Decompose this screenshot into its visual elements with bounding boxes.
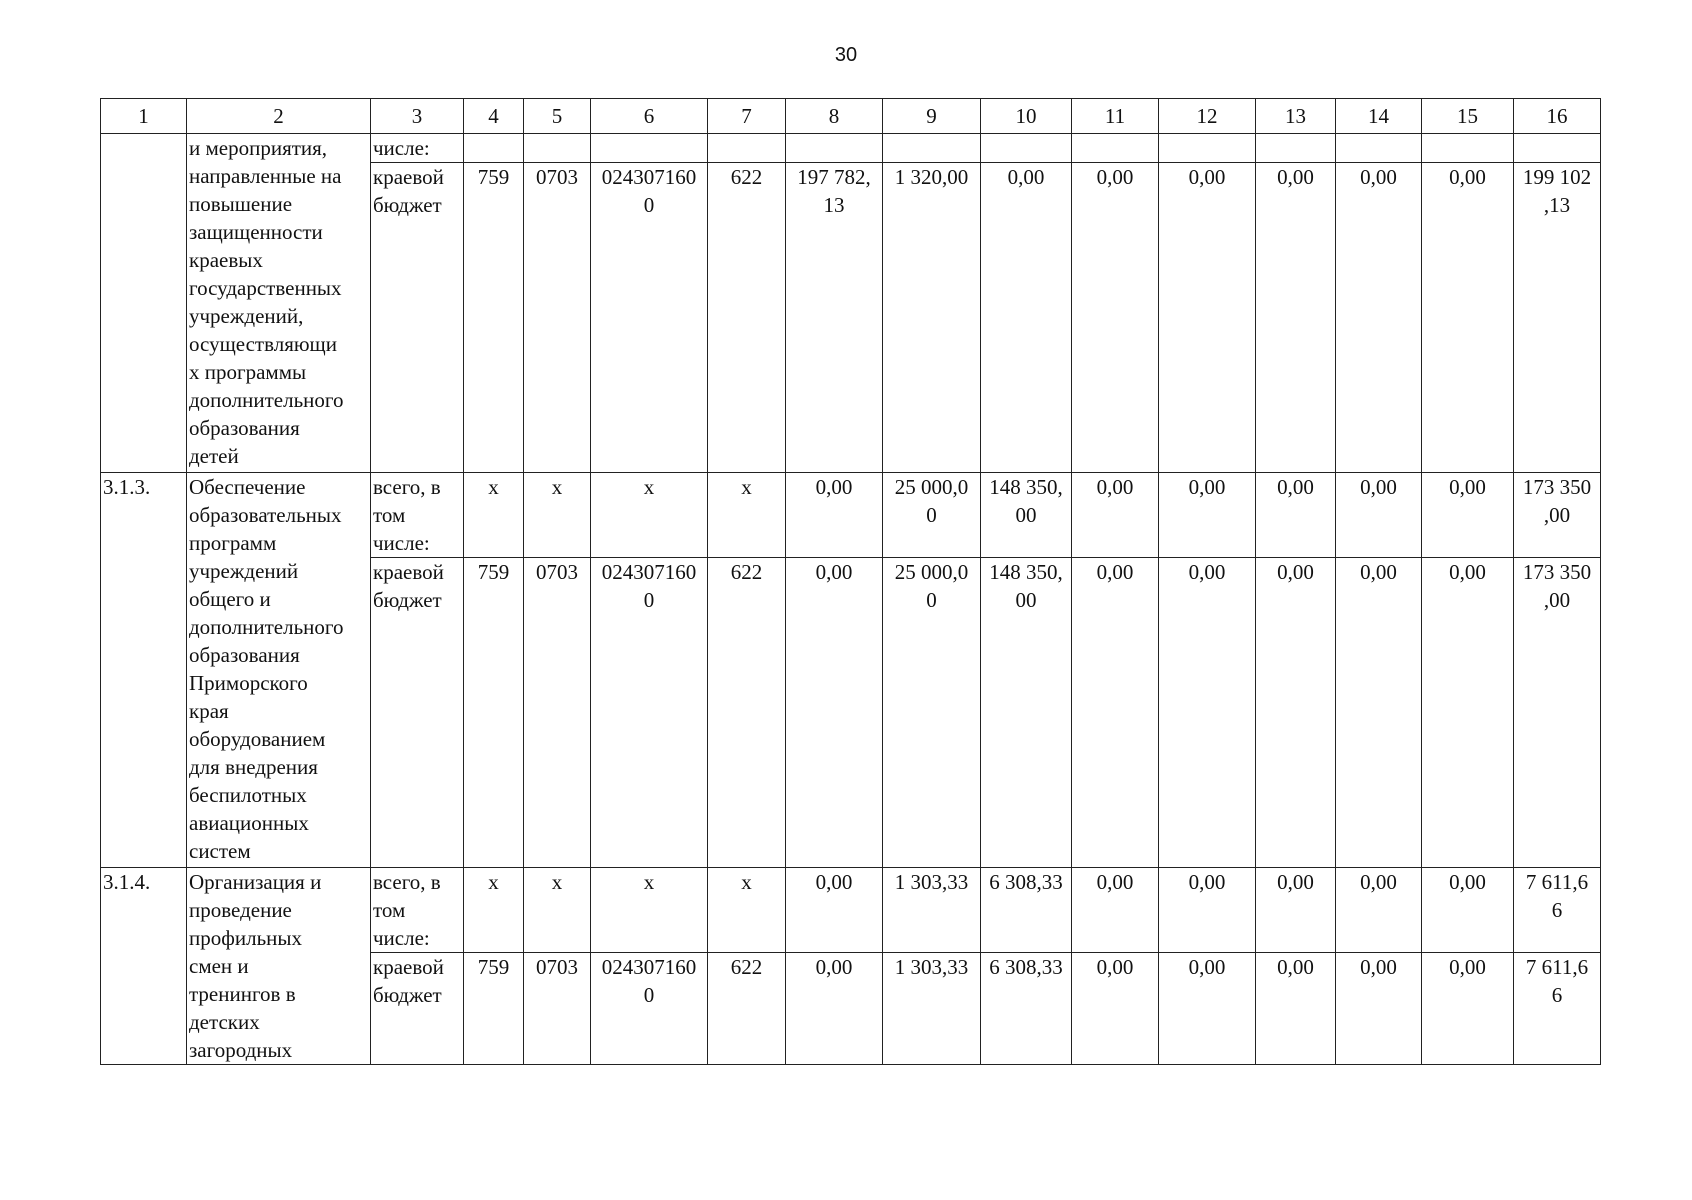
table-row — [101, 134, 1601, 163]
value-cell: 0,00 — [1256, 163, 1336, 473]
value-cell: 0,00 — [1336, 953, 1422, 1065]
value-cell: 0703 — [524, 163, 591, 473]
funding-label-cell: краевой бюджет — [371, 163, 464, 473]
column-header: 13 — [1256, 99, 1336, 134]
value-cell: 6 308,33 — [981, 868, 1072, 953]
value-cell: 0,00 — [1422, 558, 1514, 868]
item-number-cell — [101, 134, 187, 473]
value-cell: 759 — [464, 558, 524, 868]
funding-label-cell: числе: — [371, 134, 464, 163]
value-cell: x — [524, 868, 591, 953]
value-cell: 199 102 ,13 — [1514, 163, 1601, 473]
value-cell: x — [464, 868, 524, 953]
value-cell: 173 350 ,00 — [1514, 473, 1601, 558]
value-cell: x — [708, 473, 786, 558]
value-cell: 024307160 0 — [591, 558, 708, 868]
value-cell: 0,00 — [786, 868, 883, 953]
value-cell: 024307160 0 — [591, 953, 708, 1065]
empty-cell — [1514, 134, 1601, 163]
column-header: 10 — [981, 99, 1072, 134]
value-cell: 0,00 — [1336, 868, 1422, 953]
funding-label-cell: всего, в том числе: — [371, 473, 464, 558]
empty-cell — [1159, 134, 1256, 163]
value-cell: 024307160 0 — [591, 163, 708, 473]
value-cell: 759 — [464, 953, 524, 1065]
value-cell: 0,00 — [1159, 473, 1256, 558]
column-header: 8 — [786, 99, 883, 134]
value-cell: 6 308,33 — [981, 953, 1072, 1065]
item-number-cell: 3.1.4. — [101, 868, 187, 1065]
value-cell: 0,00 — [1422, 953, 1514, 1065]
empty-cell — [524, 134, 591, 163]
budget-table — [100, 98, 1601, 1065]
value-cell: 197 782, 13 — [786, 163, 883, 473]
column-header: 1 — [101, 99, 187, 134]
value-cell: 0,00 — [1256, 953, 1336, 1065]
empty-cell — [786, 134, 883, 163]
value-cell: 0,00 — [1159, 163, 1256, 473]
column-header: 9 — [883, 99, 981, 134]
value-cell: 0,00 — [1256, 558, 1336, 868]
value-cell: 0703 — [524, 558, 591, 868]
value-cell: 0,00 — [1072, 163, 1159, 473]
value-cell: 0,00 — [1336, 558, 1422, 868]
value-cell: x — [708, 868, 786, 953]
empty-cell — [981, 134, 1072, 163]
value-cell: 759 — [464, 163, 524, 473]
value-cell: 0,00 — [1072, 558, 1159, 868]
item-name-cell: и мероприятия, направленные на повышение защищенности краевых государственных учреждений, осуществляющи х программы дополнительного образования детей — [187, 134, 371, 473]
value-cell: 0,00 — [1072, 868, 1159, 953]
table-row — [101, 868, 1601, 953]
column-header: 5 — [524, 99, 591, 134]
value-cell: 1 303,33 — [883, 868, 981, 953]
empty-cell — [464, 134, 524, 163]
empty-cell — [883, 134, 981, 163]
column-header: 2 — [187, 99, 371, 134]
value-cell: 7 611,6 6 — [1514, 953, 1601, 1065]
value-cell: 0,00 — [1159, 868, 1256, 953]
value-cell: 0,00 — [1159, 558, 1256, 868]
empty-cell — [708, 134, 786, 163]
value-cell: x — [591, 868, 708, 953]
value-cell: 0,00 — [1256, 473, 1336, 558]
value-cell: 0,00 — [1159, 953, 1256, 1065]
value-cell: x — [464, 473, 524, 558]
column-header: 6 — [591, 99, 708, 134]
column-header: 4 — [464, 99, 524, 134]
value-cell: 0,00 — [1072, 473, 1159, 558]
empty-cell — [591, 134, 708, 163]
funding-label-cell: всего, в том числе: — [371, 868, 464, 953]
value-cell: 0,00 — [981, 163, 1072, 473]
column-header: 12 — [1159, 99, 1256, 134]
value-cell: 148 350, 00 — [981, 558, 1072, 868]
empty-cell — [1256, 134, 1336, 163]
value-cell: 0,00 — [786, 473, 883, 558]
column-header: 14 — [1336, 99, 1422, 134]
value-cell: 0,00 — [1422, 473, 1514, 558]
value-cell: 622 — [708, 558, 786, 868]
funding-label-cell: краевой бюджет — [371, 558, 464, 868]
item-name-cell: Организация и проведение профильных смен и тренингов в детских загородных — [187, 868, 371, 1065]
value-cell: 0,00 — [1256, 868, 1336, 953]
value-cell: 173 350 ,00 — [1514, 558, 1601, 868]
page-number: 30 — [834, 44, 858, 66]
column-header: 16 — [1514, 99, 1601, 134]
empty-cell — [1422, 134, 1514, 163]
column-header: 15 — [1422, 99, 1514, 134]
value-cell: 148 350, 00 — [981, 473, 1072, 558]
value-cell: x — [591, 473, 708, 558]
value-cell: 0,00 — [1422, 868, 1514, 953]
value-cell: 622 — [708, 163, 786, 473]
value-cell: 0,00 — [786, 953, 883, 1065]
value-cell: 0,00 — [1336, 163, 1422, 473]
value-cell: 0,00 — [1072, 953, 1159, 1065]
value-cell: 0,00 — [786, 558, 883, 868]
empty-cell — [1336, 134, 1422, 163]
value-cell: 25 000,0 0 — [883, 558, 981, 868]
funding-label-cell: краевой бюджет — [371, 953, 464, 1065]
value-cell: 622 — [708, 953, 786, 1065]
value-cell: 1 303,33 — [883, 953, 981, 1065]
value-cell: 0703 — [524, 953, 591, 1065]
value-cell: 25 000,0 0 — [883, 473, 981, 558]
item-name-cell: Обеспечение образовательных программ учреждений общего и дополнительного образования Приморского края оборудованием для внедрения беспилотных авиационных систем — [187, 473, 371, 868]
value-cell: 7 611,6 6 — [1514, 868, 1601, 953]
value-cell: 0,00 — [1336, 473, 1422, 558]
table-row — [101, 473, 1601, 558]
item-number-cell: 3.1.3. — [101, 473, 187, 868]
empty-cell — [1072, 134, 1159, 163]
column-header: 7 — [708, 99, 786, 134]
column-number-header — [101, 99, 1601, 134]
column-header: 11 — [1072, 99, 1159, 134]
column-header: 3 — [371, 99, 464, 134]
value-cell: 1 320,00 — [883, 163, 981, 473]
value-cell: x — [524, 473, 591, 558]
value-cell: 0,00 — [1422, 163, 1514, 473]
